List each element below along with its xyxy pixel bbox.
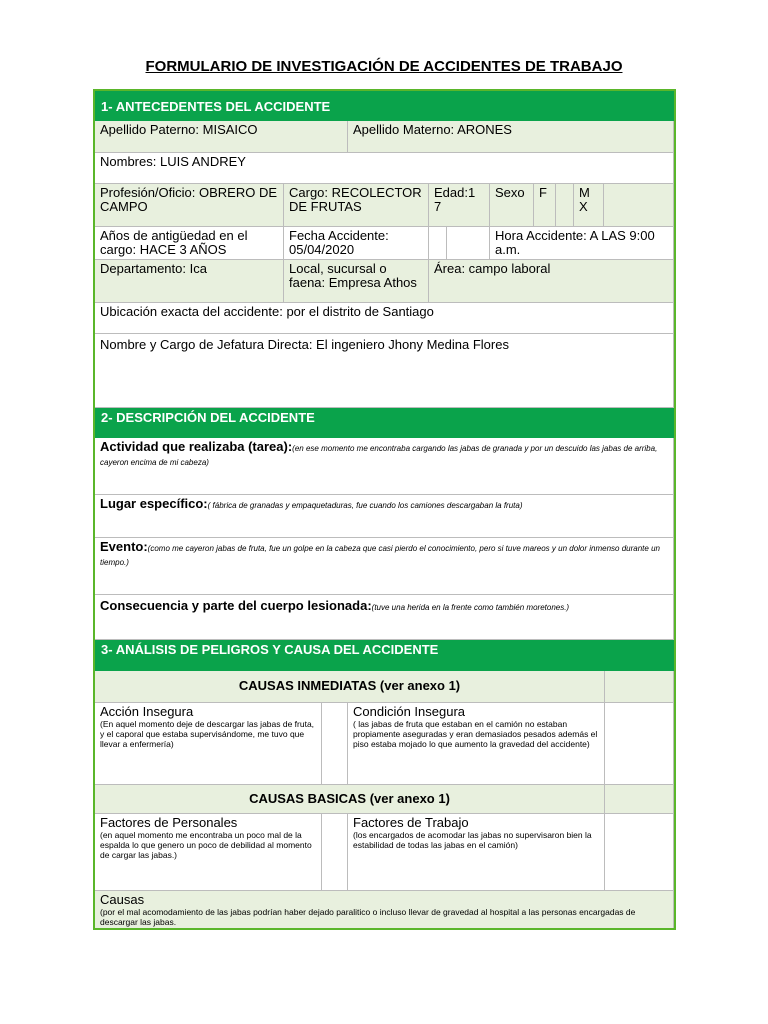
departamento-field[interactable]: Departamento: Ica <box>95 260 284 303</box>
sexo-label: Sexo <box>490 184 534 227</box>
blank-cell <box>429 227 447 260</box>
factores-trabajo-text: (los encargados de acomodar las jabas no supervisaron bien la estabilidad de todas las jabas en el camión) <box>353 830 592 850</box>
lugar-text: ( fábrica de granadas y empaquetaduras, fue cuando los camiones descargaban la fruta) <box>207 501 523 510</box>
accion-insegura-text: (En aquel momento deje de descargar las jabas de fruta, y el caporal que estaba supervisándome, me tuvo que llevar a enfermería) <box>100 719 315 749</box>
section2-header: 2- DESCRIPCIÓN DEL ACCIDENTE <box>95 408 674 438</box>
causas-text: (por el mal acomodamiento de las jabas podrían haber dejado paralitico o incluso llevar de gravedad al hospital a las personas encargadas de descargar las jabas. <box>100 907 636 927</box>
sexo-f-checkbox[interactable] <box>556 184 574 227</box>
evento-field[interactable] <box>95 538 674 595</box>
blank-cell <box>605 785 674 814</box>
profesion-field[interactable]: Profesión/Oficio: OBRERO DE CAMPO <box>95 184 284 227</box>
lugar-field[interactable] <box>95 495 674 538</box>
section1-header: 1- ANTECEDENTES DEL ACCIDENTE <box>95 91 674 121</box>
section3-header: 3- ANÁLISIS DE PELIGROS Y CAUSA DEL ACCIDENTE <box>95 640 674 671</box>
causas-title: Causas <box>100 892 145 907</box>
consecuencia-label: Consecuencia y parte del cuerpo lesionada: <box>100 598 372 613</box>
consecuencia-field[interactable] <box>95 595 674 640</box>
apellido-materno-field[interactable]: Apellido Materno: ARONES <box>348 121 674 153</box>
antiguedad-field[interactable]: Años de antigüedad en el cargo: HACE 3 AÑOS <box>95 227 284 260</box>
condicion-insegura-field[interactable] <box>348 703 605 785</box>
ubicacion-field[interactable]: Ubicación exacta del accidente: por el distrito de Santiago <box>95 303 674 334</box>
sexo-m-checkbox[interactable] <box>604 184 674 227</box>
sexo-f-option[interactable]: F <box>534 184 556 227</box>
actividad-text: (en ese momento me encontraba cargando las jabas de granada y por un descuido las jabas de arriba, cayeron encima de mi cabeza) <box>100 444 658 467</box>
edad-field[interactable]: Edad:1 7 <box>429 184 490 227</box>
jefatura-field[interactable]: Nombre y Cargo de Jefatura Directa: El ingeniero Jhony Medina Flores <box>95 334 674 408</box>
factores-personales-field[interactable] <box>95 814 322 891</box>
blank-cell <box>605 814 674 891</box>
evento-text: (como me cayeron jabas de fruta, fue un golpe en la cabeza que casi pierdo el conocimiento, pero si tuve mareos y un dolor inmenso durante un tiempo.) <box>100 544 660 567</box>
sexo-m-option[interactable]: M X <box>574 184 604 227</box>
consecuencia-text: (tuve una herida en la frente como también moretones.) <box>371 603 570 612</box>
causas-field[interactable] <box>95 891 674 928</box>
nombres-field[interactable]: Nombres: LUIS ANDREY <box>95 153 674 184</box>
condicion-insegura-text: ( las jabas de fruta que estaban en el camión no estaban propiamente aseguradas y eran demasiados pesados además el piso estaba mojado lo que aumento la gravedad del accidente) <box>353 719 598 749</box>
accion-insegura-field[interactable] <box>95 703 322 785</box>
condicion-insegura-title: Condición Insegura <box>353 704 466 719</box>
causas-inmediatas-header: CAUSAS INMEDIATAS (ver anexo 1) <box>95 671 605 703</box>
local-field[interactable]: Local, sucursal o faena: Empresa Athos <box>284 260 429 303</box>
factores-trabajo-field[interactable] <box>348 814 605 891</box>
accion-insegura-title: Acción Insegura <box>100 704 194 719</box>
lugar-label: Lugar específico: <box>100 496 208 511</box>
causas-basicas-header: CAUSAS BASICAS (ver anexo 1) <box>95 785 605 814</box>
apellido-paterno-field[interactable]: Apellido Paterno: MISAICO <box>95 121 348 153</box>
area-field[interactable]: Área: campo laboral <box>429 260 674 303</box>
actividad-field[interactable] <box>95 438 674 495</box>
fecha-accidente-field[interactable]: Fecha Accidente: 05/04/2020 <box>284 227 429 260</box>
factores-personales-title: Factores de Personales <box>100 815 238 830</box>
form-title: FORMULARIO DE INVESTIGACIÓN DE ACCIDENTES DE TRABAJO <box>145 58 623 75</box>
blank-cell <box>322 814 348 891</box>
blank-cell <box>322 703 348 785</box>
evento-label: Evento: <box>100 539 148 554</box>
blank-cell <box>605 703 674 785</box>
cargo-field[interactable]: Cargo: RECOLECTOR DE FRUTAS <box>284 184 429 227</box>
blank-cell <box>447 227 490 260</box>
blank-cell <box>605 671 674 703</box>
factores-trabajo-title: Factores de Trabajo <box>353 815 469 830</box>
actividad-label: Actividad que realizaba (tarea): <box>100 439 293 454</box>
factores-personales-text: (en aquel momento me encontraba un poco mal de la espalda lo que genero un poco de debilidad al momento de cargar las jabas.) <box>100 830 312 860</box>
accident-form <box>93 89 676 930</box>
hora-accidente-field[interactable]: Hora Accidente: A LAS 9:00 a.m. <box>490 227 674 260</box>
